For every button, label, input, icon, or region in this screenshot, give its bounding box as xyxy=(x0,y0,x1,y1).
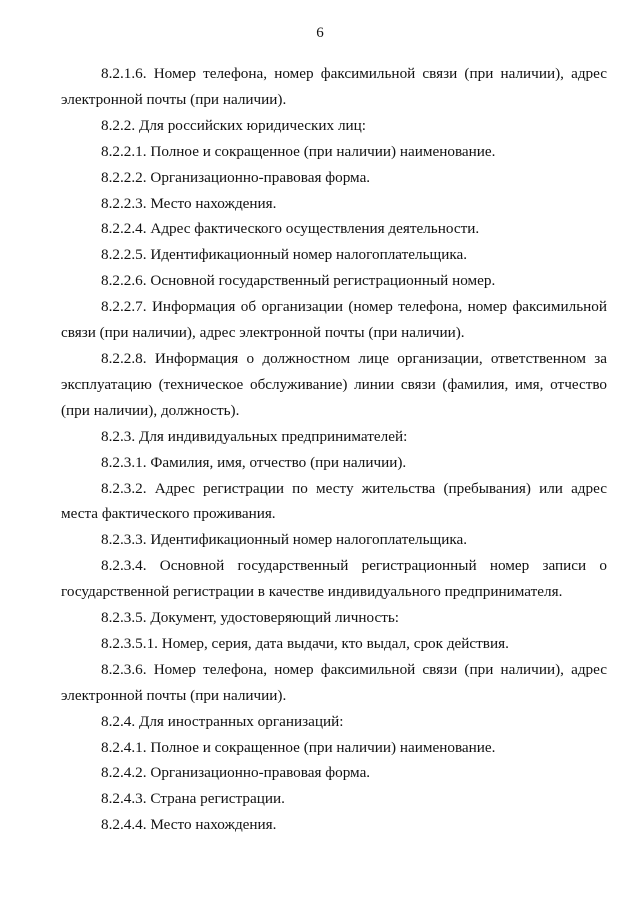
paragraph-8-2-2: 8.2.2. Для российских юридических лиц: xyxy=(101,116,367,134)
paragraph-8-2-2-2: 8.2.2.2. Организационно-правовая форма. xyxy=(101,168,371,186)
paragraph-8-2-4-1: 8.2.4.1. Полное и сокращенное (при наличии) наименование. xyxy=(101,738,496,756)
paragraph-8-2-3-1: 8.2.3.1. Фамилия, имя, отчество (при наличии). xyxy=(101,453,407,471)
paragraph-8-2-2-3: 8.2.2.3. Место нахождения. xyxy=(101,194,277,212)
paragraph-8-2-3-6: 8.2.3.6. Номер телефона, номер факсимильной связи (при наличии), адрес электронной почты (при наличии). xyxy=(61,660,607,704)
paragraph-8-2-2-7: 8.2.2.7. Информация об организации (номер телефона, номер факсимильной связи (при наличии), адрес электронной почты (при наличии). xyxy=(61,298,607,342)
paragraph-8-2-3: 8.2.3. Для индивидуальных предпринимателей: xyxy=(101,427,408,445)
paragraph-8-2-2-4: 8.2.2.4. Адрес фактического осуществления деятельности. xyxy=(101,220,480,238)
paragraph-8-2-1-6: 8.2.1.6. Номер телефона, номер факсимильной связи (при наличии), адрес электронной почты (при наличии). xyxy=(61,65,607,108)
paragraph-8-2-4-3: 8.2.4.3. Страна регистрации. xyxy=(101,790,285,808)
paragraph-8-2-3-5: 8.2.3.5. Документ, удостоверяющий личность: xyxy=(101,609,400,627)
paragraph-8-2-3-5-1: 8.2.3.5.1. Номер, серия, дата выдачи, кто выдал, срок действия. xyxy=(101,634,509,652)
paragraph-8-2-4-2: 8.2.4.2. Организационно-правовая форма. xyxy=(101,764,371,782)
paragraph-8-2-4: 8.2.4. Для иностранных организаций: xyxy=(101,712,344,730)
paragraph-8-2-2-8: 8.2.2.8. Информация о должностном лице организации, ответственном за эксплуатацию (техническое обслуживание) линии связи (фамилия, имя, отчество (при наличии), должность). xyxy=(61,349,607,419)
paragraph-8-2-4-4: 8.2.4.4. Место нахождения. xyxy=(101,816,277,834)
paragraph-8-2-2-5: 8.2.2.5. Идентификационный номер налогоплательщика. xyxy=(101,246,468,264)
paragraph-8-2-3-2: 8.2.3.2. Адрес регистрации по месту жительства (пребывания) или адрес места фактического проживания. xyxy=(61,479,607,523)
paragraph-8-2-2-6: 8.2.2.6. Основной государственный регистрационный номер. xyxy=(101,272,496,290)
paragraph-8-2-3-3: 8.2.3.3. Идентификационный номер налогоплательщика. xyxy=(101,531,468,549)
paragraph-8-2-2-1: 8.2.2.1. Полное и сокращенное (при наличии) наименование. xyxy=(101,142,496,160)
page-number: 6 xyxy=(316,25,324,41)
document-body xyxy=(61,61,607,838)
paragraph-8-2-3-4: 8.2.3.4. Основной государственный регистрационный номер записи о государственной регистрации в качестве индивидуального предпринимателя. xyxy=(61,557,607,601)
